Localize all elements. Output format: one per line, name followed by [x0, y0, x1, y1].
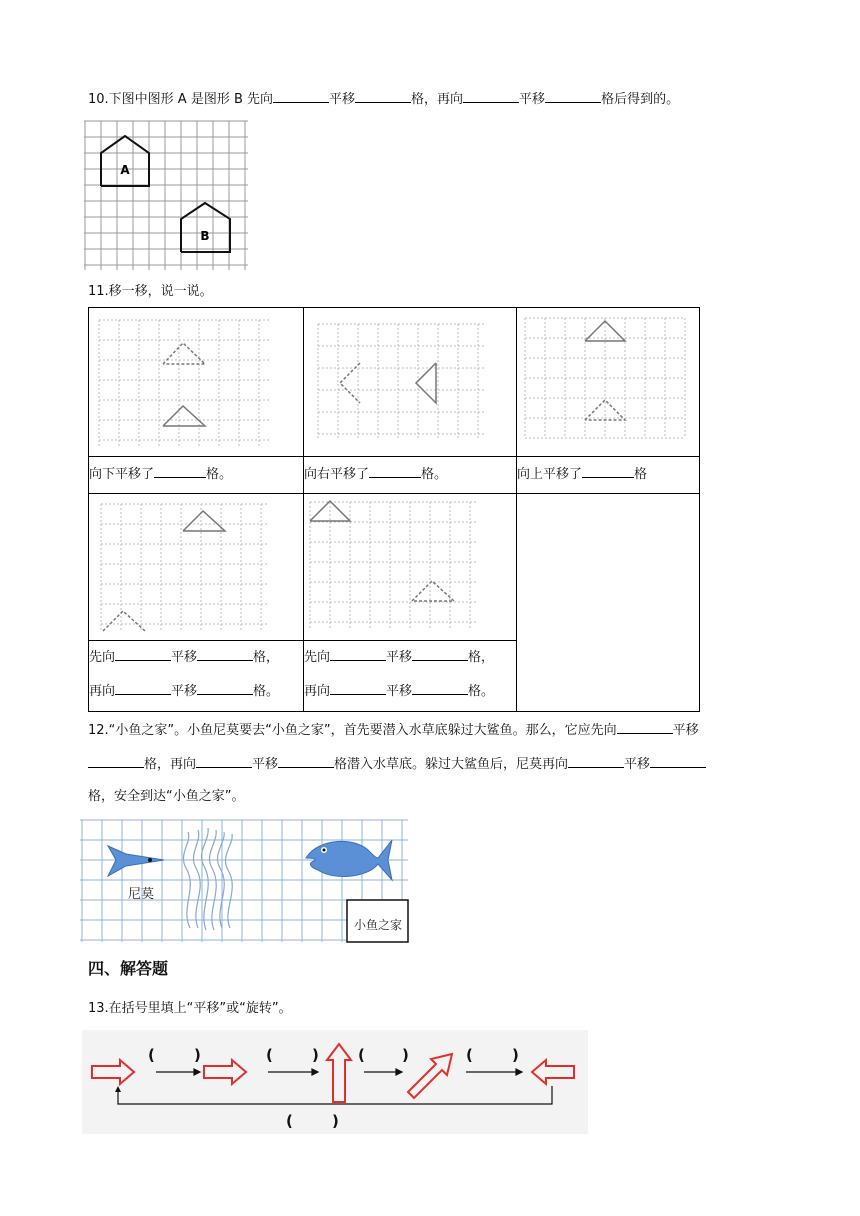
q11-grid-4	[89, 494, 303, 640]
q11-cell-2	[304, 308, 517, 457]
answer-blank[interactable]	[196, 753, 252, 768]
answer-blank[interactable]	[197, 646, 253, 661]
q11-cell-1	[89, 308, 304, 457]
paren-close: )	[332, 1112, 339, 1130]
house-b-label: B	[200, 229, 210, 243]
nemo-fish-icon	[108, 846, 164, 876]
q11-title: 11.移一移，说一说。	[88, 284, 213, 299]
paren-close: )	[312, 1046, 319, 1064]
answer-blank[interactable]	[115, 680, 171, 695]
q12-line-3: 格，安全到达“小鱼之家”。	[88, 789, 245, 804]
q11-cell-3	[517, 308, 700, 457]
answer-blank[interactable]	[355, 88, 411, 103]
answer-blank[interactable]	[330, 646, 386, 661]
answer-blank[interactable]	[545, 88, 601, 103]
paren-open: (	[358, 1046, 365, 1064]
q12-fish-grid	[80, 818, 410, 944]
q12-line-1: 12.“小鱼之家”。小鱼尼莫要去“小鱼之家”，首先要潜入水草底躲过大鲨鱼。那么，它应先向 平移	[88, 719, 699, 741]
paren-open: (	[148, 1046, 155, 1064]
answer-blank[interactable]	[463, 88, 519, 103]
q13-arrow-figure	[82, 1030, 588, 1134]
house-b-shape	[181, 203, 230, 252]
paren-open: (	[266, 1046, 273, 1064]
answer-blank[interactable]	[154, 463, 206, 478]
answer-blank[interactable]	[412, 680, 468, 695]
q10-text: 10.下图中图形 A 是图形 B 先向 平移 格，再向 平移 格后得到的。	[88, 88, 679, 110]
q10-grid-figure	[84, 120, 250, 272]
answer-blank[interactable]	[650, 753, 706, 768]
answer-blank[interactable]	[88, 753, 144, 768]
q11-caption-2: 向右平移了 格。	[304, 457, 517, 494]
answer-blank[interactable]	[278, 753, 334, 768]
q11-caption-4: 先向 平移 格， 再向 平移 格。	[89, 641, 304, 712]
paren-open: (	[286, 1112, 293, 1130]
answer-blank[interactable]	[115, 646, 171, 661]
paren-close: )	[194, 1046, 201, 1064]
q11-table	[88, 307, 700, 712]
answer-blank[interactable]	[568, 753, 624, 768]
answer-blank[interactable]	[412, 646, 468, 661]
seaweed-icon	[183, 828, 232, 930]
house-a-shape	[101, 136, 149, 186]
house-a-label: A	[120, 163, 130, 177]
q11-cell-4	[89, 494, 304, 641]
section-heading: 四、解答题	[88, 959, 169, 978]
q11-cell-empty	[517, 494, 700, 712]
q11-grid-3	[517, 308, 699, 456]
q13-text: 13.在括号里填上“平移”或“旋转”。	[88, 1001, 292, 1016]
q12-line-2: 格，再向 平移 格潜入水草底。躲过大鲨鱼后，尼莫再向 平移	[88, 753, 706, 775]
q11-grid-5	[304, 494, 516, 640]
answer-blank[interactable]	[582, 463, 634, 478]
q11-caption-1: 向下平移了 格。	[89, 457, 304, 494]
paren-close: )	[512, 1046, 519, 1064]
q11-grid-2	[304, 308, 516, 456]
nemo-label: 尼莫	[128, 887, 155, 902]
answer-blank[interactable]	[330, 680, 386, 695]
answer-blank[interactable]	[369, 463, 421, 478]
answer-blank[interactable]	[197, 680, 253, 695]
q11-grid-1	[89, 308, 303, 456]
answer-blank[interactable]	[617, 719, 673, 734]
q11-caption-5: 先向 平移 格， 再向 平移 格。	[304, 641, 517, 712]
shark-fish-icon	[306, 840, 392, 880]
paren-open: (	[466, 1046, 473, 1064]
q11-caption-3: 向上平移了 格	[517, 457, 700, 494]
q11-cell-5	[304, 494, 517, 641]
home-label: 小鱼之家	[353, 918, 403, 932]
paren-close: )	[402, 1046, 409, 1064]
answer-blank[interactable]	[273, 88, 329, 103]
